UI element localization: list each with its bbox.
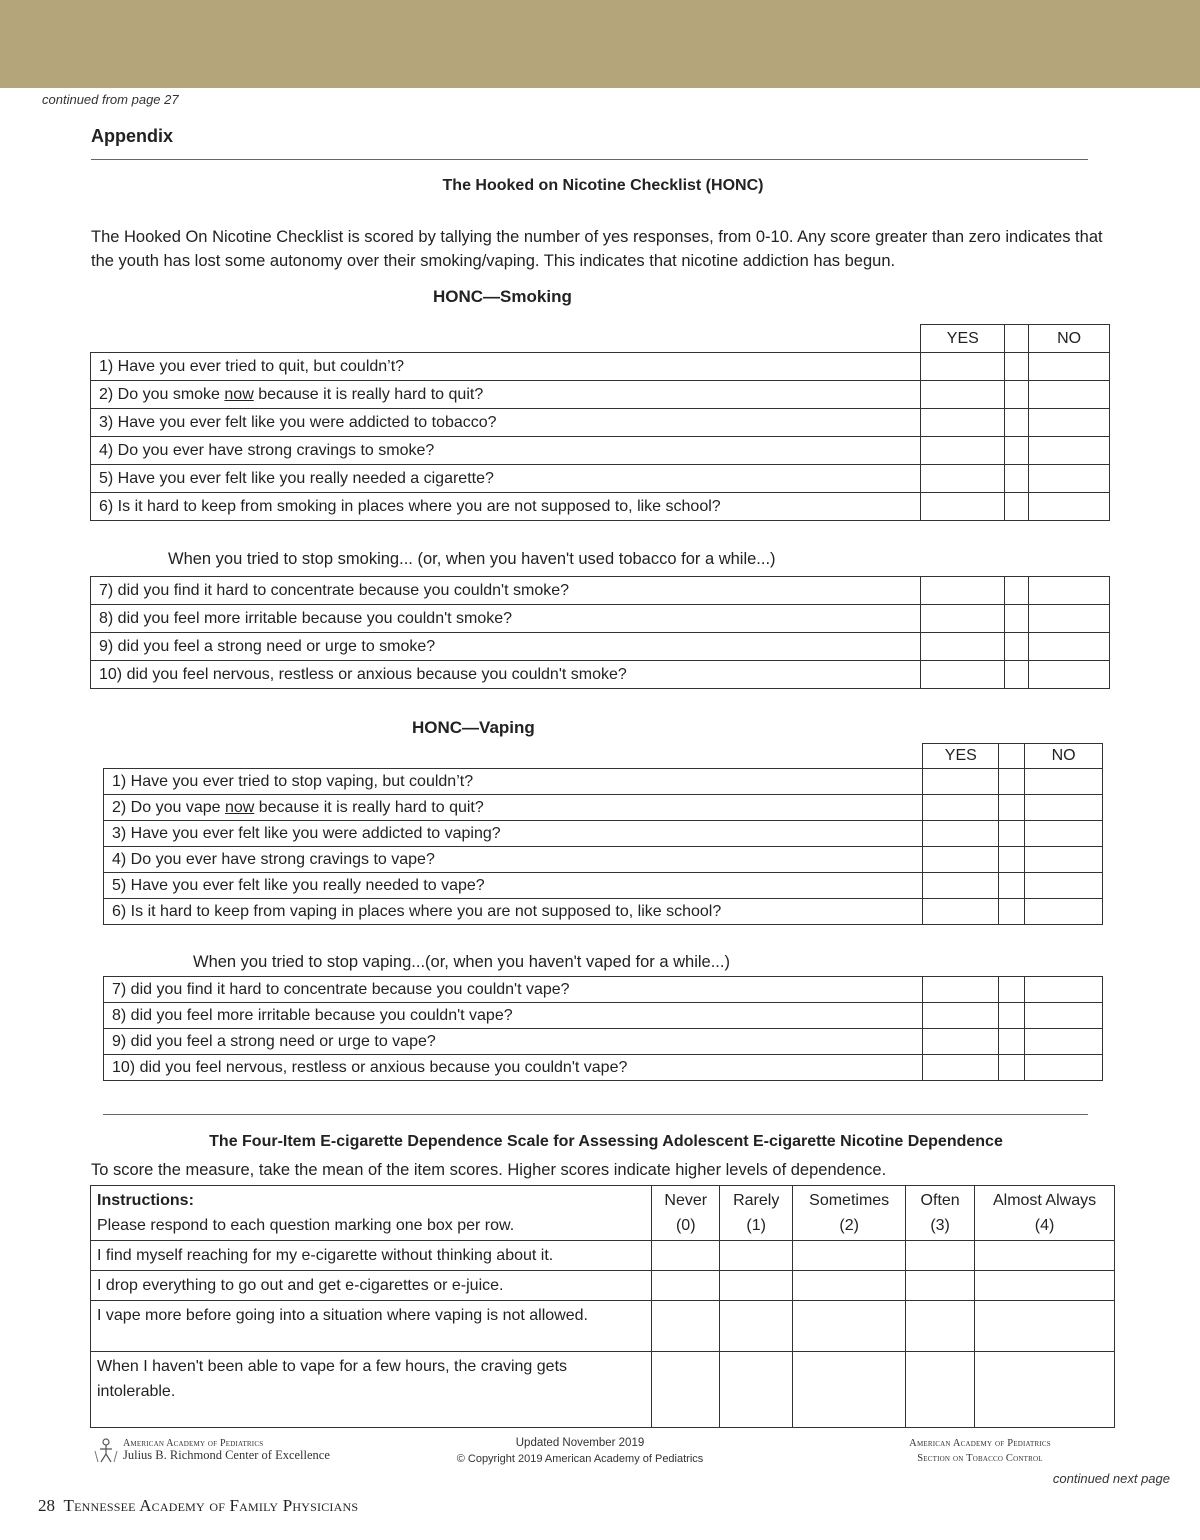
no-checkbox[interactable] [1029,437,1110,465]
no-checkbox[interactable] [1025,795,1103,821]
response-checkbox[interactable] [975,1352,1115,1428]
yes-checkbox[interactable] [921,577,1005,605]
question-text: 7) did you find it hard to concentrate because you couldn't smoke? [91,577,921,605]
spacer-cell [1005,577,1029,605]
question-text: 7) did you find it hard to concentrate because you couldn't vape? [104,977,923,1003]
page-footer [38,1496,358,1516]
response-checkbox[interactable] [793,1271,906,1301]
yes-checkbox[interactable] [923,873,999,899]
option-label: Often [920,1192,960,1209]
option-header [906,1186,975,1241]
yes-checkbox[interactable] [921,493,1005,521]
response-checkbox[interactable] [652,1271,720,1301]
yes-checkbox[interactable] [921,437,1005,465]
yes-checkbox[interactable] [921,661,1005,689]
question-text: 5) Have you ever felt like you really needed a cigarette? [91,465,921,493]
header-band [0,0,1200,88]
option-score: (1) [746,1217,766,1234]
yes-checkbox[interactable] [923,795,999,821]
spacer-cell [1005,605,1029,633]
no-checkbox[interactable] [1025,977,1103,1003]
four-item-table [90,1185,1115,1428]
option-header [720,1186,793,1241]
spacer-cell [999,795,1025,821]
response-checkbox[interactable] [720,1241,793,1271]
vaping-table-followup [103,976,1103,1081]
response-checkbox[interactable] [906,1301,975,1352]
smoking-question-row [91,577,1110,605]
scale-item-row [91,1241,1115,1271]
four-item-title: The Four-Item E-cigarette Dependence Scale for Assessing Adolescent E-cigarette Nicotine Dependence [209,1133,1003,1150]
spacer-cell [999,873,1025,899]
spacer-cell [999,977,1025,1003]
four-item-scoring: To score the measure, take the mean of the item scores. Higher scores indicate higher levels of dependence. [91,1161,887,1179]
vaping-table [103,743,1103,925]
vaping-question-row [104,1029,1103,1055]
no-checkbox[interactable] [1025,899,1103,925]
vaping-question-row [104,769,1103,795]
scale-item-text: I drop everything to go out and get e-cigarettes or e-juice. [91,1271,652,1301]
yes-checkbox[interactable] [923,847,999,873]
aap-logo-icon [92,1437,120,1463]
spacer-cell [1005,437,1029,465]
aap-right-line1: American Academy of Pediatrics [909,1438,1051,1449]
option-score: (2) [839,1217,859,1234]
question-text: 9) did you feel a strong need or urge to smoke? [91,633,921,661]
continued-from: continued from page 27 [42,92,179,107]
response-checkbox[interactable] [652,1301,720,1352]
no-checkbox[interactable] [1025,873,1103,899]
yes-checkbox[interactable] [921,633,1005,661]
yes-header: YES [923,744,999,769]
no-checkbox[interactable] [1025,1055,1103,1081]
honc-description: The Hooked On Nicotine Checklist is scored by tallying the number of yes responses, from 0-10. Any score greater than zero indicates that the youth has lost some autonomy over their smoking/vaping. This indicates that nicotine addiction has begun. [91,228,1103,270]
yes-checkbox[interactable] [921,465,1005,493]
smoking-question-row [91,661,1110,689]
response-checkbox[interactable] [793,1352,906,1428]
yes-checkbox[interactable] [923,821,999,847]
smoking-lead-in: When you tried to stop smoking... (or, when you haven't used tobacco for a while...) [168,550,776,568]
question-text: 6) Is it hard to keep from smoking in places where you are not supposed to, like school? [91,493,921,521]
yes-checkbox[interactable] [923,1029,999,1055]
copyright: © Copyright 2019 American Academy of Pediatrics [456,1453,704,1465]
yes-checkbox[interactable] [923,1003,999,1029]
scale-item-text: When I haven't been able to vape for a few hours, the craving gets intolerable. [91,1352,652,1428]
spacer-cell [1005,633,1029,661]
spacer-cell [1005,661,1029,689]
no-checkbox[interactable] [1029,633,1110,661]
question-text: 4) Do you ever have strong cravings to smoke? [91,437,921,465]
response-checkbox[interactable] [652,1241,720,1271]
spacer-cell [1005,381,1029,409]
spacer-cell [1005,409,1029,437]
response-checkbox[interactable] [975,1301,1115,1352]
divider [91,159,1088,160]
question-text: 2) Do you smoke now because it is really hard to quit? [91,381,921,409]
no-checkbox[interactable] [1029,465,1110,493]
option-score: (3) [930,1217,950,1234]
response-checkbox[interactable] [793,1301,906,1352]
vaping-question-row [104,847,1103,873]
aap-right-line2: Section on Tobacco Control [917,1453,1043,1464]
continued-next: continued next page [1052,1471,1170,1486]
vaping-question-row [104,977,1103,1003]
no-header: NO [1029,325,1110,353]
option-label: Never [664,1192,708,1209]
spacer-cell [999,899,1025,925]
aap-left-line2: Julius B. Richmond Center of Excellence [123,1448,330,1462]
vaping-question-row [104,821,1103,847]
option-score: (0) [675,1217,696,1234]
option-label: Sometimes [809,1192,890,1209]
aap-left-line1: American Academy of Pediatrics [123,1438,264,1449]
response-checkbox[interactable] [720,1352,793,1428]
spacer-cell [1005,493,1029,521]
spacer-cell [999,769,1025,795]
response-checkbox[interactable] [720,1271,793,1301]
question-text: 2) Do you vape now because it is really hard to quit? [104,795,923,821]
response-checkbox[interactable] [975,1241,1115,1271]
yes-checkbox[interactable] [921,381,1005,409]
instructions-cell [91,1186,652,1241]
question-text: 8) did you feel more irritable because you couldn't vape? [104,1003,923,1029]
instructions-label: Instructions: [97,1192,194,1209]
spacer-cell [999,1003,1025,1029]
smoking-question-row [91,353,1110,381]
no-checkbox[interactable] [1029,493,1110,521]
vaping-question-row [104,1003,1103,1029]
no-header: NO [1025,744,1103,769]
smoking-question-row [91,633,1110,661]
yes-checkbox[interactable] [923,977,999,1003]
scale-item-text: I vape more before going into a situation where vaping is not allowed. [91,1301,652,1352]
vaping-question-row [104,795,1103,821]
no-checkbox[interactable] [1029,605,1110,633]
response-checkbox[interactable] [906,1271,975,1301]
no-checkbox[interactable] [1025,769,1103,795]
instructions-text: Please respond to each question marking one box per row. [97,1217,515,1234]
yes-checkbox[interactable] [923,899,999,925]
spacer-cell [999,847,1025,873]
smoking-question-row [91,409,1110,437]
yes-checkbox[interactable] [923,1055,999,1081]
updated-date: Updated November 2019 [515,1437,645,1449]
no-checkbox[interactable] [1029,353,1110,381]
honc-title: The Hooked on Nicotine Checklist (HONC) [442,177,764,194]
vaping-question-row [104,899,1103,925]
section-heading: Appendix [91,126,174,146]
response-checkbox[interactable] [793,1241,906,1271]
page-number: 28 [38,1496,55,1515]
option-label: Rarely [733,1192,780,1209]
question-text: 4) Do you ever have strong cravings to vape? [104,847,923,873]
publication-name: Tennessee Academy of Family Physicians [63,1496,359,1515]
smoking-title: HONC—Smoking [433,287,572,306]
spacer-cell [999,821,1025,847]
spacer-cell [999,1029,1025,1055]
vaping-lead-in: When you tried to stop vaping...(or, when you haven't vaped for a while...) [193,953,730,971]
response-checkbox[interactable] [906,1352,975,1428]
yes-checkbox[interactable] [921,409,1005,437]
question-text: 10) did you feel nervous, restless or anxious because you couldn't vape? [104,1055,923,1081]
option-header [975,1186,1115,1241]
response-checkbox[interactable] [720,1301,793,1352]
yes-checkbox[interactable] [921,605,1005,633]
spacer-cell [1005,353,1029,381]
question-text: 6) Is it hard to keep from vaping in places where you are not supposed to, like school? [104,899,923,925]
question-text: 10) did you feel nervous, restless or anxious because you couldn't smoke? [91,661,921,689]
smoking-question-row [91,493,1110,521]
smoking-table-followup [90,576,1110,689]
yes-checkbox[interactable] [923,769,999,795]
no-checkbox[interactable] [1029,577,1110,605]
option-score: (4) [1034,1217,1055,1234]
no-checkbox[interactable] [1029,409,1110,437]
vaping-question-row [104,1055,1103,1081]
yes-checkbox[interactable] [921,353,1005,381]
yes-header: YES [921,325,1005,353]
vaping-question-row [104,873,1103,899]
question-text: 9) did you feel a strong need or urge to vape? [104,1029,923,1055]
question-text: 1) Have you ever tried to stop vaping, but couldn’t? [104,769,923,795]
question-text: 8) did you feel more irritable because you couldn't smoke? [91,605,921,633]
option-header [652,1186,720,1241]
scale-item-row [91,1301,1115,1352]
divider [103,1114,1088,1115]
smoking-question-row [91,605,1110,633]
smoking-question-row [91,381,1110,409]
spacer-cell [1005,465,1029,493]
smoking-question-row [91,465,1110,493]
vaping-title: HONC—Vaping [412,718,535,737]
no-checkbox[interactable] [1025,1029,1103,1055]
response-checkbox[interactable] [975,1271,1115,1301]
scale-item-row [91,1271,1115,1301]
question-text: 1) Have you ever tried to quit, but couldn’t? [91,353,921,381]
smoking-table [90,324,1110,521]
scale-item-text: I find myself reaching for my e-cigarette without thinking about it. [91,1241,652,1271]
response-checkbox[interactable] [652,1352,720,1428]
scale-item-row [91,1352,1115,1428]
spacer-cell [999,1055,1025,1081]
no-checkbox[interactable] [1029,381,1110,409]
response-checkbox[interactable] [906,1241,975,1271]
no-checkbox[interactable] [1025,847,1103,873]
question-text: 5) Have you ever felt like you really needed to vape? [104,873,923,899]
question-text: 3) Have you ever felt like you were addicted to vaping? [104,821,923,847]
option-header [793,1186,906,1241]
smoking-question-row [91,437,1110,465]
no-checkbox[interactable] [1029,661,1110,689]
option-label: Almost Always [992,1192,1097,1209]
question-text: 3) Have you ever felt like you were addicted to tobacco? [91,409,921,437]
no-checkbox[interactable] [1025,821,1103,847]
no-checkbox[interactable] [1025,1003,1103,1029]
